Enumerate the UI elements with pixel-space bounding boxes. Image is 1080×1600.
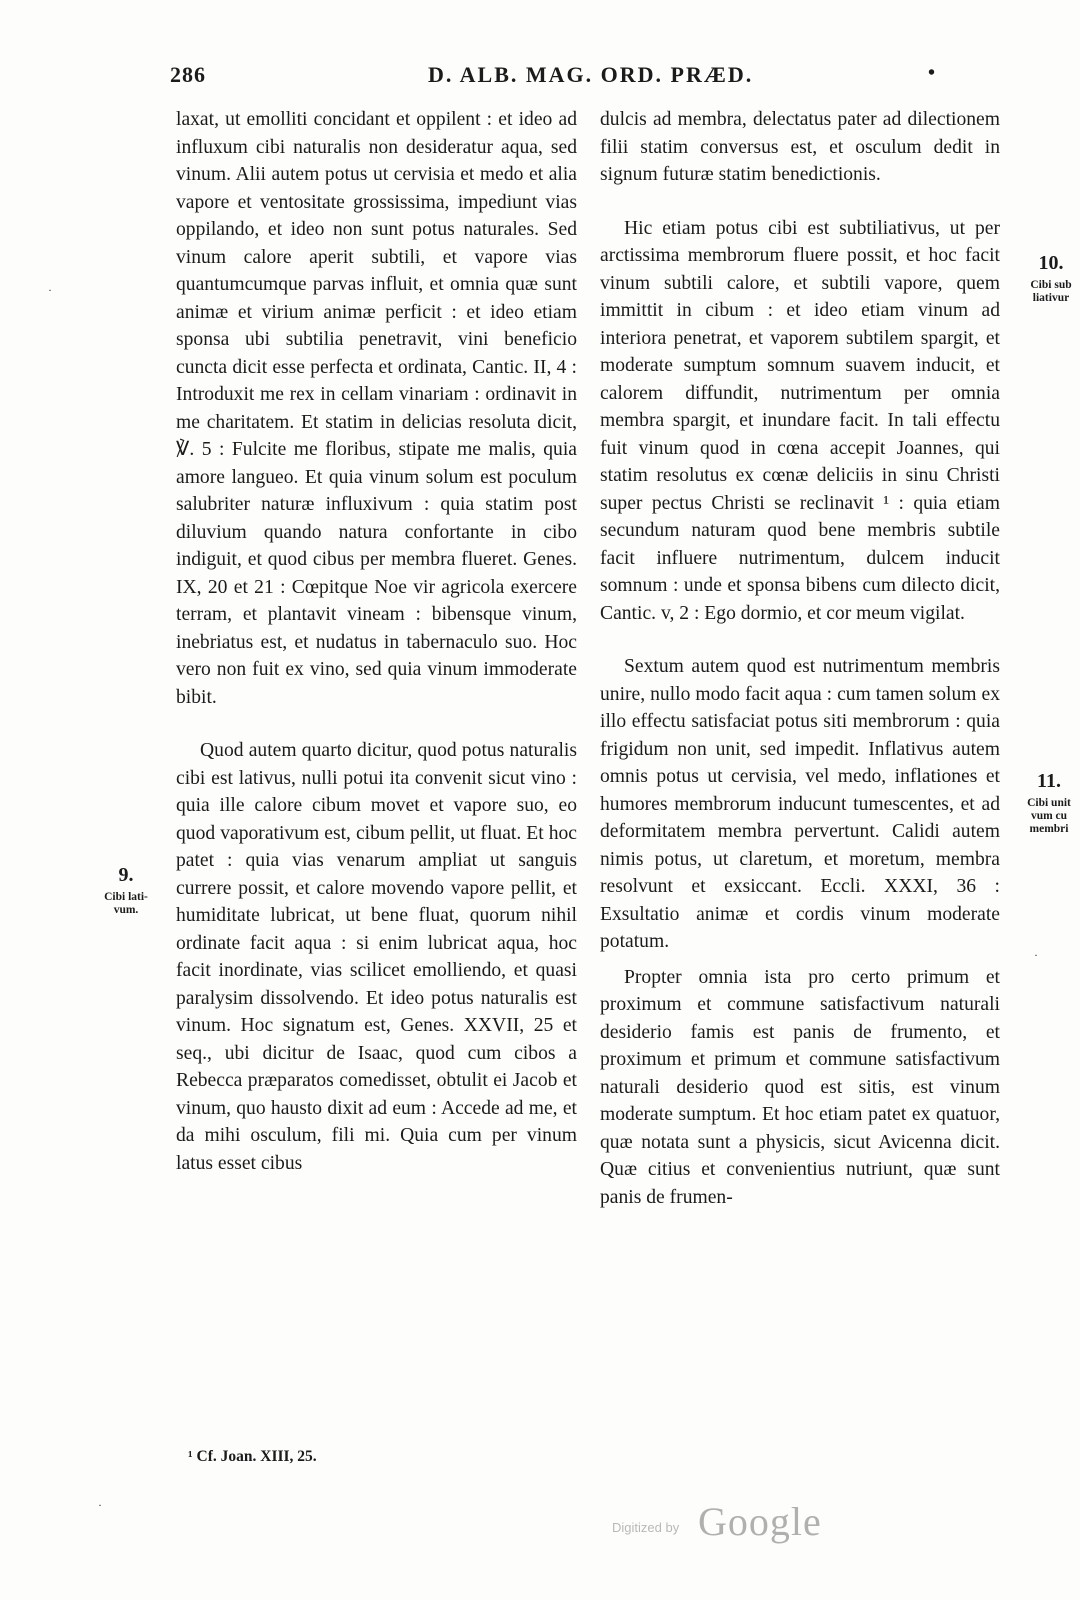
margin-note-9 [100, 864, 152, 917]
left-column [176, 106, 577, 1177]
margin-gloss: Cibi unit [1027, 797, 1071, 809]
section-9-text: Quod autem quarto dicitur, quod potus naturalis cibi est lativus, nulli potui ita convenit sicut vino : quia ille calore cibum movet et vapore suo, eo quod vaporativum est, cibum pellit, ut fluat. Et hoc patet : quia vias venarum ampliat ut sanguis currere possit, et calore movendo vapore pellit, et humiditate lubricat, ut bene fluat, quorum nihil ordinate facit aqua : si enim lubricat aqua, hoc facit inordinate, vias scilicet emolliendo, et quasi paralysim dissolvendo. Et ideo potus naturalis est vinum. Hoc signatum est, Genes. XXVII, 25 et seq., ubi dicitur de Isaac, quod cum cibos a Rebecca præparatos comedisset, obtulit ei Jacob et vinum, quo hausto dixit ad eum : Accede ad me, et da mihi osculum, fili mi. Quia cum per vinum latus esset cibus [176, 740, 577, 1174]
digitized-by-google-watermark [612, 1498, 852, 1548]
header-dot: • [928, 62, 936, 84]
section-gap [600, 627, 1000, 653]
speck: · [48, 283, 52, 297]
section-number: 11. [1037, 770, 1061, 792]
section-number: 9. [118, 864, 134, 886]
left-column-text: laxat, ut emolliti concidant et oppilent : et ideo ad influxum cibi naturalis non desideratur aqua, sed vinum. Alii autem potus ut cervisia et medo et alia vapore et ventositate grossissima, impediunt vias oppilando, et ideo non sunt potus naturales. Sed vinum calore aperit subtili, et vapore vias quantumcumque parvas influit, et omnia quæ sunt animæ et virium animæ perficit : et ideo etiam sponsa ubi subtilia penetravit, vini beneficio cuncta dicit esse perfecta et ordinata, Cantic. II, 4 : Introduxit me rex in cellam vinariam : ordinavit in me charitatem. Et statim in delicias resoluta dicit, ℣. 5 : Fulcite me floribus, stipate me malis, quia amore langueo. Et quia vinum solum est poculum salubriter naturæ influxivum : quia statim post diluvium quando natura confortante in cibo indiguit, et quod cibus per membra flueret. Genes. IX, 20 et 21 : Cœpitque Noe vir agricola exercere terram, et plantavit vineam : bibensque vinum, inebriatus est, et nudatus in tabernaculo suo. Hoc vero non fuit ex vino, sed quia vinum immoderate bibit. [176, 109, 577, 708]
final-paragraph-text: Propter omnia ista pro certo primum et proximum et commune satisfactivum naturali desiderio famis est panis de frumento, et proximum et primum et commune satisfactivum naturali desiderio quod est sitis, est vinum moderate sumptum. Et hoc etiam patet ex quatuor, quæ notata sunt a physicis, sicut Avicenna dicit. Quæ citius et convenientius nutriunt, quæ sunt panis de frumen- [600, 966, 1000, 1208]
section-gap [600, 189, 1000, 215]
margin-gloss: vum. [113, 904, 139, 916]
margin-gloss: Cibi lati- [104, 891, 148, 903]
google-logo: Google [698, 1499, 822, 1544]
watermark-prefix: Digitized by [612, 1520, 680, 1535]
section-10-text: Hic etiam potus cibi est subtiliativus, ut per arctissima membrorum fluere possit, et hoc facit vinum subtili calore, et subtili vapore, quem immittit in cibum : et ideo etiam vinum ad interiora penetrat, et vaporem subtilem spargit, et moderate sumptum somnum suavem inducit, et calorem diffundit, nutrimentum per omnia membra spargit, et inundare facit. In tali effectu fuit vinum quod in cœna accepit Joannes, qui statim resolutus ex cœnæ deliciis in sinu Christi super pectus Christi se reclinavit ¹ : quia etiam secundum naturam quod bene membris subtile facit influere nutrimentum, dulcem inducit somnum : unde et sponsa bibens cum dilecto dicit, Cantic. v, 2 : Ego dormio, et cor meum vigilat. [600, 217, 1000, 624]
footnote: ¹ Cf. Joan. XIII, 25. [188, 1448, 317, 1465]
margin-gloss: liativur [1032, 292, 1070, 304]
section-gap [176, 711, 577, 737]
paragraph-gap [600, 956, 1000, 964]
margin-note-11 [1018, 770, 1080, 836]
page-header [170, 62, 1020, 92]
speck: · [98, 1498, 102, 1512]
page-number: 286 [170, 62, 206, 87]
margin-gloss: membri [1029, 823, 1069, 835]
margin-gloss: vum cu [1030, 810, 1068, 822]
right-top-text: dulcis ad membra, delectatus pater ad dilectionem filii statim conversus est, et osculum dedit in signum futuræ statim benedictionis. [600, 109, 1000, 185]
running-head: D. ALB. MAG. ORD. PRÆD. [428, 62, 754, 87]
speck: · [1034, 948, 1038, 962]
section-11-text: Sextum autem quod est nutrimentum membris unire, nullo modo facit aqua : cum tamen solum ex illo effectu satisfaciat potus siti membrorum : quia frigidum non unit, sed impedit. Inflativus autem omnis potus ut cervisia, vel medo, inflationes et humores membrorum inducunt tumescentes, et ad deformitatem membra pervertunt. Calidi autem nimis potus, ut claretum, et moretum, membra resolvunt et exsiccant. Eccli. XXXI, 36 : Exsultatio animæ et cordis vinum moderate potatum. [600, 656, 1000, 952]
margin-note-10 [1022, 252, 1080, 305]
right-column [600, 106, 1000, 1211]
margin-gloss: Cibi sub [1030, 279, 1072, 291]
section-number: 10. [1038, 252, 1064, 274]
